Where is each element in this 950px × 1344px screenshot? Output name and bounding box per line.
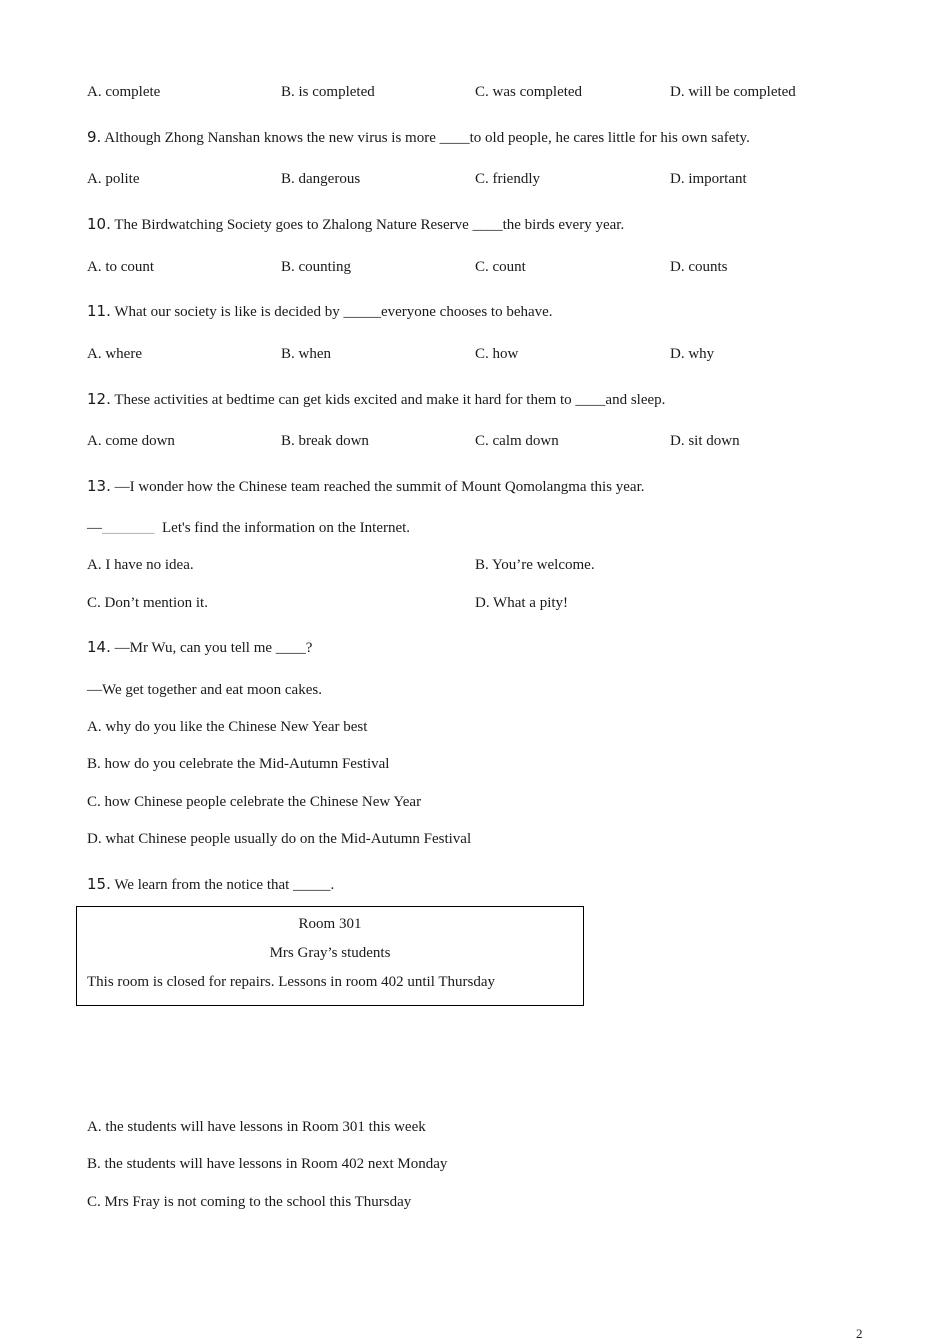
q13-text: —I wonder how the Chinese team reached the summit of Mount Qomolangma this year. bbox=[114, 479, 645, 495]
q15-text: We learn from the notice that _____. bbox=[114, 877, 335, 893]
q14-option-d: D. what Chinese people usually do on the Mid-Autumn Festival bbox=[87, 831, 472, 847]
notice-box bbox=[76, 906, 584, 1006]
q14-option-b: B. how do you celebrate the Mid-Autumn Festival bbox=[87, 756, 390, 772]
q15-option-a: A. the students will have lessons in Room 301 this week bbox=[87, 1119, 426, 1135]
q13-option-a: A. I have no idea. bbox=[87, 557, 194, 573]
q9-option-c: C. friendly bbox=[475, 171, 540, 187]
q10-number: 10. bbox=[87, 215, 111, 233]
q14-option-a: A. why do you like the Chinese New Year best bbox=[87, 719, 368, 735]
q13-option-b: B. You’re welcome. bbox=[475, 557, 595, 573]
q13-reply-text: Let's find the information on the Internet. bbox=[162, 520, 411, 536]
q11-option-d: D. why bbox=[670, 346, 715, 362]
q12-option-b: B. break down bbox=[281, 433, 369, 449]
q13-option-d: D. What a pity! bbox=[475, 595, 569, 611]
q15-stem bbox=[87, 875, 334, 894]
q8-option-c: C. was completed bbox=[475, 84, 583, 100]
q13-stem bbox=[87, 477, 645, 496]
q9-option-b: B. dangerous bbox=[281, 171, 361, 187]
q9-stem bbox=[87, 128, 750, 147]
notice-room: Room 301 bbox=[298, 916, 362, 932]
q9-option-a: A. polite bbox=[87, 171, 140, 187]
q10-text: The Birdwatching Society goes to Zhalong Nature Reserve ____the birds every year. bbox=[114, 217, 625, 233]
q10-option-c: C. count bbox=[475, 259, 526, 275]
q10-option-d: D. counts bbox=[670, 259, 728, 275]
q14-reply: —We get together and eat moon cakes. bbox=[87, 682, 322, 698]
notice-teacher: Mrs Gray’s students bbox=[269, 945, 391, 961]
q11-stem bbox=[87, 302, 553, 321]
q9-number: 9. bbox=[87, 128, 102, 146]
q12-stem bbox=[87, 390, 665, 409]
q13-option-c: C. Don’t mention it. bbox=[87, 595, 208, 611]
q8-option-b: B. is completed bbox=[281, 84, 375, 100]
q9-text: Although Zhong Nanshan knows the new virus is more ____to old people, he cares little for his own safety. bbox=[104, 130, 750, 146]
q12-text: These activities at bedtime can get kids excited and make it hard for them to ____and sleep. bbox=[114, 392, 666, 408]
q9-option-d: D. important bbox=[670, 171, 747, 187]
q11-text: What our society is like is decided by _____everyone chooses to behave. bbox=[114, 304, 553, 320]
q14-stem bbox=[87, 638, 312, 657]
q10-option-a: A. to count bbox=[87, 259, 155, 275]
q10-stem bbox=[87, 215, 624, 234]
q11-option-c: C. how bbox=[475, 346, 519, 362]
q15-option-c: C. Mrs Fray is not coming to the school this Thursday bbox=[87, 1194, 412, 1210]
q13-reply bbox=[87, 519, 410, 537]
q15-number: 15. bbox=[87, 875, 111, 893]
q14-text: —Mr Wu, can you tell me ____? bbox=[114, 640, 313, 656]
q11-number: 11. bbox=[87, 302, 111, 320]
q13-number: 13. bbox=[87, 477, 111, 495]
q13-reply-dash: — bbox=[87, 520, 102, 536]
q15-option-b: B. the students will have lessons in Room 402 next Monday bbox=[87, 1156, 448, 1172]
q12-number: 12. bbox=[87, 390, 111, 408]
q12-option-c: C. calm down bbox=[475, 433, 559, 449]
page-number: 2 bbox=[856, 1326, 863, 1341]
q8-option-d: D. will be completed bbox=[670, 84, 796, 100]
q12-option-d: D. sit down bbox=[670, 433, 740, 449]
q13-reply-blank: _______ bbox=[102, 520, 155, 536]
q14-number: 14. bbox=[87, 638, 111, 656]
q11-option-b: B. when bbox=[281, 346, 331, 362]
q10-option-b: B. counting bbox=[281, 259, 351, 275]
q11-option-a: A. where bbox=[87, 346, 142, 362]
q14-option-c: C. how Chinese people celebrate the Chinese New Year bbox=[87, 794, 422, 810]
notice-message: This room is closed for repairs. Lessons in room 402 until Thursday bbox=[87, 974, 496, 990]
q12-option-a: A. come down bbox=[87, 433, 175, 449]
q8-option-a: A. complete bbox=[87, 84, 161, 100]
